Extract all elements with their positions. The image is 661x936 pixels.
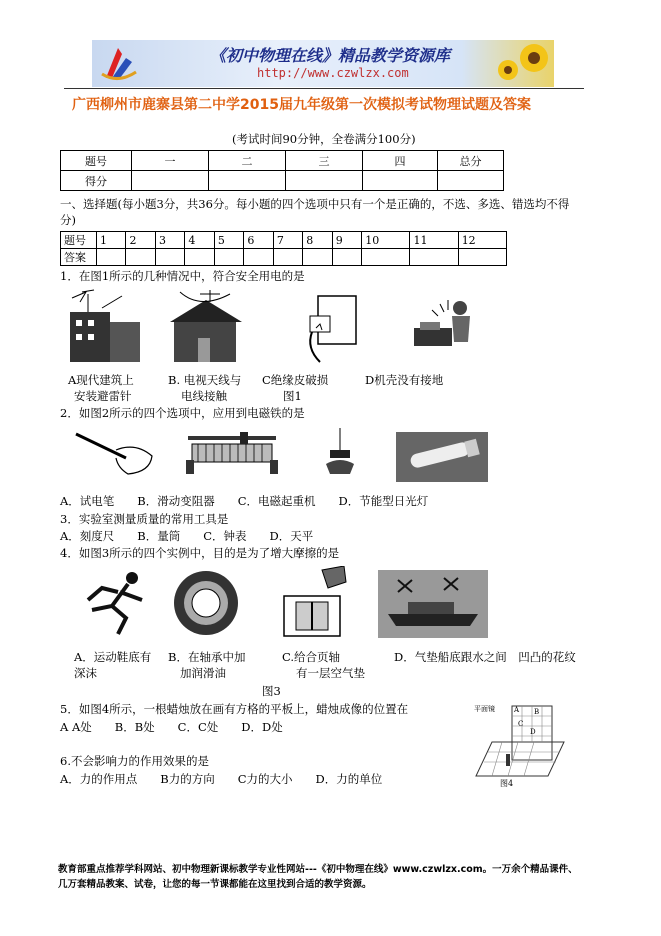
question-3-stem: 3．实验室测量质量的常用工具是 <box>60 512 229 526</box>
table-row <box>61 249 507 266</box>
figure-4-point-a: A <box>514 706 520 714</box>
q4-option-b: B．在轴承中加 <box>168 650 246 664</box>
q1-option-d: D机壳没有接地 <box>365 373 444 387</box>
table-row <box>61 151 504 171</box>
footer-line-2: 几万套精品教案、试卷，让您的每一节课都能在这里找到合适的教学资源。 <box>58 879 372 890</box>
q1-option-b-cont: 电线接触 <box>181 389 227 403</box>
site-banner <box>92 40 554 87</box>
q4-option-b-cont: 加润滑油 <box>180 666 226 680</box>
figure-3-caption: 图3 <box>262 684 281 698</box>
answer-cell[interactable] <box>214 249 243 266</box>
question-4-stem: 4．如图3所示的四个实例中，目的是为了增大摩擦的是 <box>60 546 340 560</box>
table-cell: 2 <box>126 232 155 249</box>
banner-title: 《初中物理在线》精品教学资源库 <box>210 46 451 65</box>
bearing-icon <box>170 568 242 638</box>
section-heading: 一、选择题(每小题3分，共36分。每小题的四个选项中只有一个是正确的，不选、多选、错选均不得 <box>60 197 570 211</box>
banner-url[interactable]: http://www.czwlzx.com <box>257 66 409 80</box>
figure-1-caption: 图1 <box>283 389 302 403</box>
q5-options: A A处 B．B处 C．C处 D．D处 <box>60 720 283 734</box>
table-cell: 二 <box>209 151 286 171</box>
q1-option-a-cont: 安装避雷针 <box>74 389 132 403</box>
score-input-cell[interactable] <box>209 171 286 191</box>
q4-option-c-cont: 有一层空气垫 <box>296 666 365 680</box>
answer-table <box>60 231 507 266</box>
house-antenna-icon <box>170 290 246 366</box>
figure-4-point-d: D <box>530 728 536 736</box>
score-input-cell[interactable] <box>132 171 209 191</box>
table-cell: 12 <box>458 232 506 249</box>
exam-info: (考试时间90分钟，全卷满分100分) <box>232 132 416 146</box>
table-cell: 得分 <box>61 171 132 191</box>
score-input-cell[interactable] <box>286 171 363 191</box>
q2-options: A．试电笔 B．滑动变阻器 C．电磁起重机 D．节能型日光灯 <box>60 494 429 508</box>
site-logo-icon <box>98 44 138 82</box>
table-cell: 10 <box>362 232 410 249</box>
test-pen-hand-icon <box>66 428 156 476</box>
answer-cell[interactable] <box>332 249 361 266</box>
q1-option-c: C绝缘皮破损 <box>262 373 329 387</box>
figure-4-caption: 图4 <box>500 779 514 788</box>
table-cell: 1 <box>97 232 126 249</box>
table-cell: 8 <box>303 232 332 249</box>
answer-cell[interactable] <box>362 249 410 266</box>
running-shoe-icon <box>68 570 152 638</box>
question-6-stem: 6.不会影响力的作用效果的是 <box>60 754 209 768</box>
table-cell: 7 <box>273 232 302 249</box>
footer-line-1: 教育部重点推荐学科网站、初中物理新课标教学专业性网站---《初中物理在线》www.czwlzx.com。一万余个精品课件、 <box>58 864 578 875</box>
damaged-plug-socket-icon <box>300 292 358 364</box>
hinge-oil-icon <box>282 566 352 638</box>
table-row <box>61 232 507 249</box>
table-cell: 题号 <box>61 151 132 171</box>
q4-option-a-cont: 深沫 <box>74 666 97 680</box>
answer-cell[interactable] <box>244 249 273 266</box>
table-cell: 总分 <box>438 151 504 171</box>
answer-cell[interactable] <box>185 249 214 266</box>
answer-cell[interactable] <box>155 249 184 266</box>
q6-options: A．力的作用点 B力的方向 C力的大小 D．力的单位 <box>60 772 383 786</box>
mirror-grid-diagram <box>472 702 582 788</box>
table-cell: 11 <box>410 232 458 249</box>
figure-4-point-c: C <box>518 720 524 728</box>
header-rule <box>64 88 584 89</box>
score-table <box>60 150 504 191</box>
table-cell: 6 <box>244 232 273 249</box>
sunflower-icon <box>494 40 554 87</box>
question-1-stem: 1．在图1所示的几种情况中，符合安全用电的是 <box>60 269 305 283</box>
building-lightning-rod-icon <box>62 288 148 366</box>
table-cell: 答案 <box>61 249 97 266</box>
table-cell: 三 <box>286 151 363 171</box>
question-5-stem: 5．如图4所示，一根蜡烛放在画有方格的平板上，蜡烛成像的位置在 <box>60 702 409 716</box>
sliding-rheostat-icon <box>184 430 280 476</box>
answer-cell[interactable] <box>126 249 155 266</box>
table-cell: 9 <box>332 232 361 249</box>
table-cell: 3 <box>155 232 184 249</box>
table-cell: 4 <box>185 232 214 249</box>
question-2-stem: 2．如图2所示的四个选项中，应用到电磁铁的是 <box>60 406 305 420</box>
table-cell: 题号 <box>61 232 97 249</box>
q4-option-c: C.给合页轴 <box>282 650 341 664</box>
machine-no-ground-icon <box>410 294 480 356</box>
table-row <box>61 171 504 191</box>
figure-4-mirror-label: 平面镜 <box>474 705 495 713</box>
q3-options: A．刻度尺 B．量筒 C．钟表 D．天平 <box>60 529 314 543</box>
answer-cell[interactable] <box>273 249 302 266</box>
table-cell: 一 <box>132 151 209 171</box>
answer-cell[interactable] <box>97 249 126 266</box>
score-input-cell[interactable] <box>363 171 438 191</box>
figure-4-point-b: B <box>534 708 540 716</box>
q4-option-d: D．气垫船底跟水之间 凹凸的花纹 <box>394 650 576 664</box>
q1-option-a: A现代建筑上 <box>68 373 134 387</box>
document-title: 广西柳州市鹿寨县第二中学2015届九年级第一次模拟考试物理试题及答案 <box>72 97 531 113</box>
electromagnetic-crane-icon <box>320 428 360 478</box>
q4-option-a: A．运动鞋底有 <box>74 650 152 664</box>
table-cell: 四 <box>363 151 438 171</box>
table-cell: 5 <box>214 232 243 249</box>
score-input-cell[interactable] <box>438 171 504 191</box>
figure-4 <box>472 702 582 788</box>
answer-cell[interactable] <box>458 249 506 266</box>
answer-cell[interactable] <box>410 249 458 266</box>
section-heading-cont: 分) <box>60 213 76 227</box>
answer-cell[interactable] <box>303 249 332 266</box>
energy-saving-lamp-icon <box>396 432 488 482</box>
hovercraft-icon <box>378 570 488 638</box>
q1-option-b: B. 电视天线与 <box>168 373 242 387</box>
